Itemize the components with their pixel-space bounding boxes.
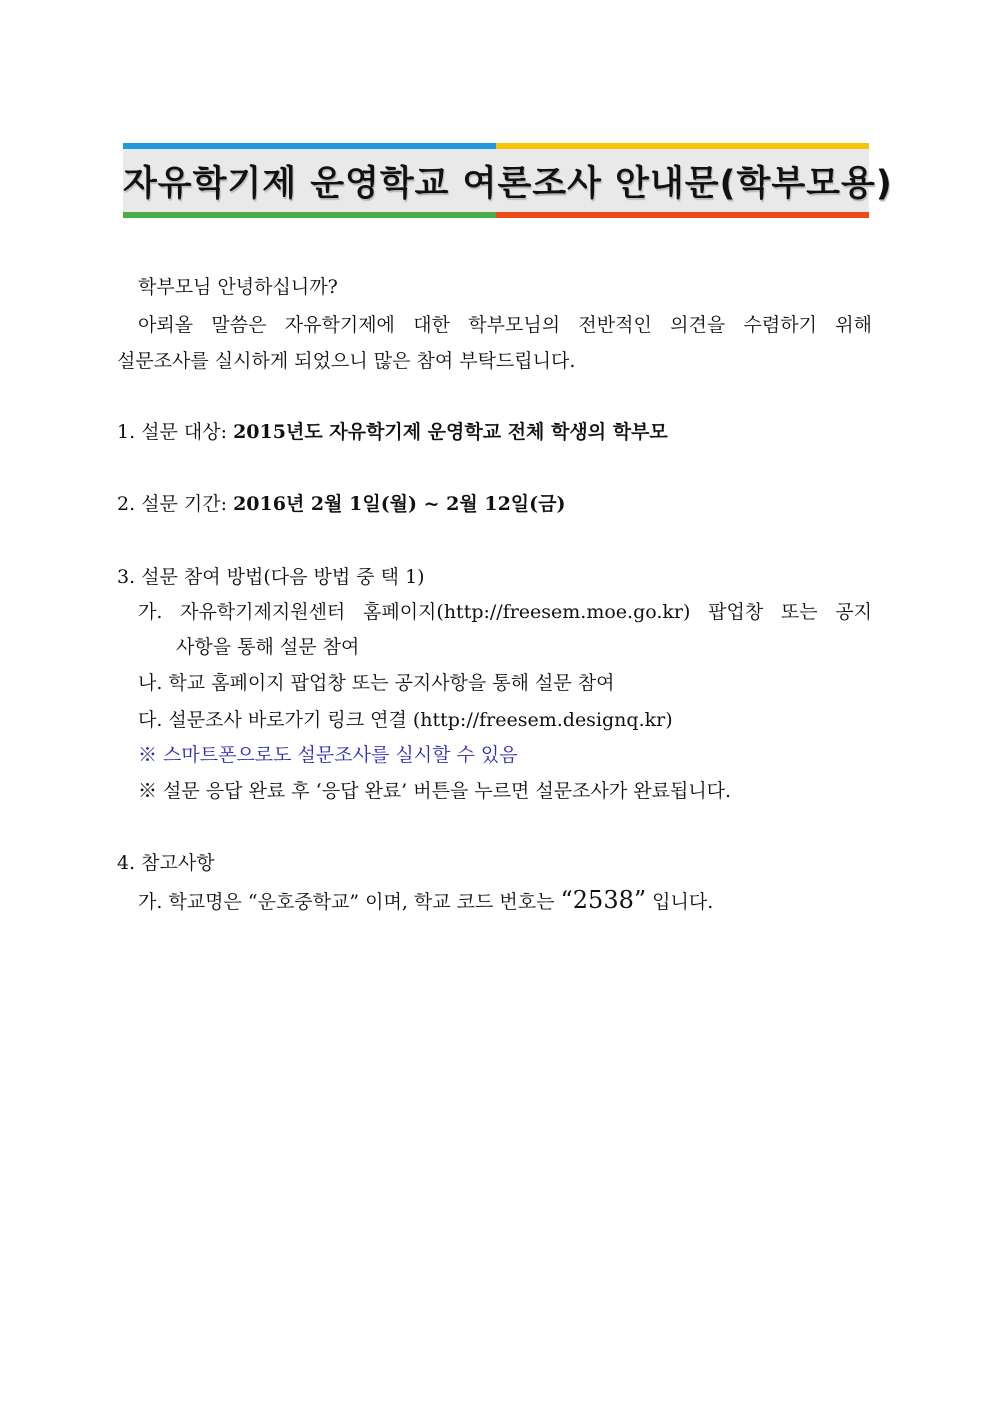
smartphone-note: ※ 스마트폰으로도 설문조사를 실시할 수 있음	[138, 744, 518, 766]
intro-line-2: 설문조사를 실시하게 되었으니 많은 참여 부탁드립니다.	[117, 350, 576, 372]
completion-note: ※ 설문 응답 완료 후 ‘응답 완료’ 버튼을 누르면 설문조사가 완료됩니다.	[138, 780, 732, 802]
school-code: “2538”	[560, 886, 647, 914]
reference-ga	[138, 888, 713, 914]
survey-period-label: 2. 설문 기간:	[117, 493, 234, 515]
page-title: 자유학기제 운영학교 여론조사 안내문(학부모용)	[123, 164, 893, 204]
survey-period-value: 2016년 2월 1일(월) ~ 2월 12일(금)	[233, 493, 566, 515]
intro-line-1: 아뢰올 말씀은 자유학기제에 대한 학부모님의 전반적인 의견을 수렴하기 위해	[138, 314, 872, 336]
method-na: 나. 학교 홈페이지 팝업창 또는 공지사항을 통해 설문 참여	[138, 672, 615, 694]
reference-ga-suffix: 입니다.	[646, 891, 714, 913]
survey-target-label: 1. 설문 대상:	[117, 421, 234, 443]
title-bar-bottom-left	[123, 212, 496, 218]
reference-ga-prefix: 가. 학교명은 “운호중학교” 이며, 학교 코드 번호는	[138, 891, 561, 913]
greeting: 학부모님 안녕하십니까?	[138, 276, 338, 298]
title-bar-top-right	[496, 143, 869, 149]
survey-target	[117, 420, 668, 444]
method-ga-line-2: 사항을 통해 설문 참여	[176, 636, 360, 658]
title-banner	[123, 143, 893, 218]
reference-heading: 4. 참고사항	[117, 852, 215, 874]
title-bar-top-left	[123, 143, 496, 149]
method-ga-line-1: 가. 자유학기제지원센터 홈페이지(http://freesem.moe.go.kr) 팝업창 또는 공지	[138, 601, 872, 623]
survey-period	[117, 492, 566, 516]
title-bar-bottom-right	[496, 212, 869, 218]
method-heading: 3. 설문 참여 방법(다음 방법 중 택 1)	[117, 566, 425, 588]
survey-target-value: 2015년도 자유학기제 운영학교 전체 학생의 학부모	[233, 421, 668, 443]
method-da: 다. 설문조사 바로가기 링크 연결 (http://freesem.designq.kr)	[138, 709, 673, 731]
